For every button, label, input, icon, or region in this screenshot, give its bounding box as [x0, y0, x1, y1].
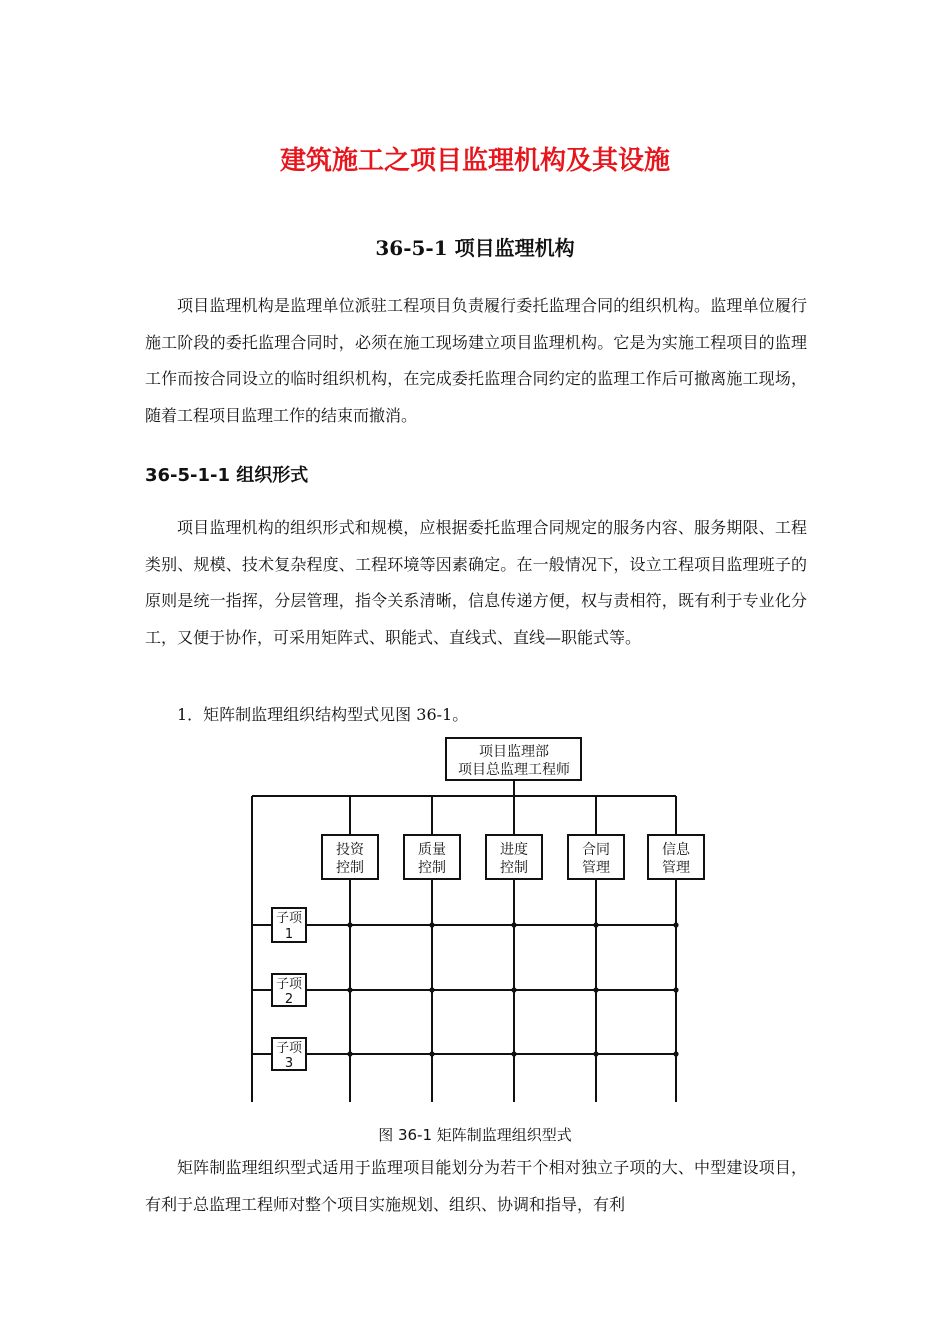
matrix-org-diagram	[240, 730, 710, 1110]
node-dot	[511, 987, 516, 992]
node-dot	[511, 922, 516, 927]
subproject-label: 子项	[275, 911, 303, 926]
subproject-label: 1	[284, 927, 294, 942]
top-box-label-2: 项目总监理工程师	[458, 762, 570, 778]
function-label: 控制	[336, 860, 364, 876]
node-dot	[673, 1051, 678, 1056]
paragraph-2: 项目监理机构的组织形式和规模，应根据委托监理合同规定的服务内容、服务期限、工程类别、规模、技术复杂程度、工程环境等因素确定。在一般情况下，设立工程项目监理班子的原则是统一指挥，分层管理，指令关系清晰，信息传递方便，权与责相符，既有利于专业化分工，又便于协作，可采用矩阵式、职能式、直线式、直线—职能式等。	[145, 518, 807, 647]
figure-caption: 图 36-1 矩阵制监理组织型式	[378, 1126, 572, 1144]
node-dot	[511, 1051, 516, 1056]
function-label: 信息	[662, 842, 690, 858]
top-box-label-1: 项目监理部	[479, 744, 549, 760]
function-label: 合同	[582, 842, 610, 858]
function-label: 管理	[662, 860, 690, 876]
node-dot	[429, 1051, 434, 1056]
subproject-label: 子项	[275, 977, 303, 992]
node-dot	[347, 1051, 352, 1056]
subsection-heading: 36-5-1-1 组织形式	[145, 465, 309, 486]
paragraph-1: 项目监理机构是监理单位派驻工程项目负责履行委托监理合同的组织机构。监理单位履行施工阶段的委托监理合同时，必须在施工现场建立项目监理机构。它是为实施工程项目的监理工作而按合同设立的临时组织机构，在完成委托监理合同约定的监理工作后可撤离施工现场，随着工程项目监理工作的结束而撤消。	[145, 296, 807, 425]
section-heading: 36-5-1 项目监理机构	[375, 236, 575, 260]
node-dot	[673, 922, 678, 927]
subproject-label: 3	[284, 1056, 294, 1071]
node-dot	[429, 987, 434, 992]
function-label: 进度	[500, 842, 528, 858]
list-item-1: 1．矩阵制监理组织结构型式见图 36-1。	[177, 705, 469, 724]
function-label: 质量	[418, 842, 446, 858]
node-dot	[429, 922, 434, 927]
function-label: 投资	[336, 842, 364, 858]
node-dot	[593, 1051, 598, 1056]
node-dot	[347, 987, 352, 992]
node-dot	[593, 922, 598, 927]
node-dot	[673, 987, 678, 992]
paragraph-3: 矩阵制监理组织型式适用于监理项目能划分为若干个相对独立子项的大、中型建设项目，有利于总监理工程师对整个项目实施规划、组织、协调和指导，有利	[145, 1158, 807, 1214]
function-label: 控制	[418, 860, 446, 876]
node-dot	[593, 987, 598, 992]
function-label: 管理	[582, 860, 610, 876]
document-title: 建筑施工之项目监理机构及其设施	[279, 146, 670, 176]
function-label: 控制	[500, 860, 528, 876]
subproject-label: 2	[284, 992, 294, 1007]
node-dot	[347, 922, 352, 927]
subproject-label: 子项	[275, 1041, 303, 1056]
